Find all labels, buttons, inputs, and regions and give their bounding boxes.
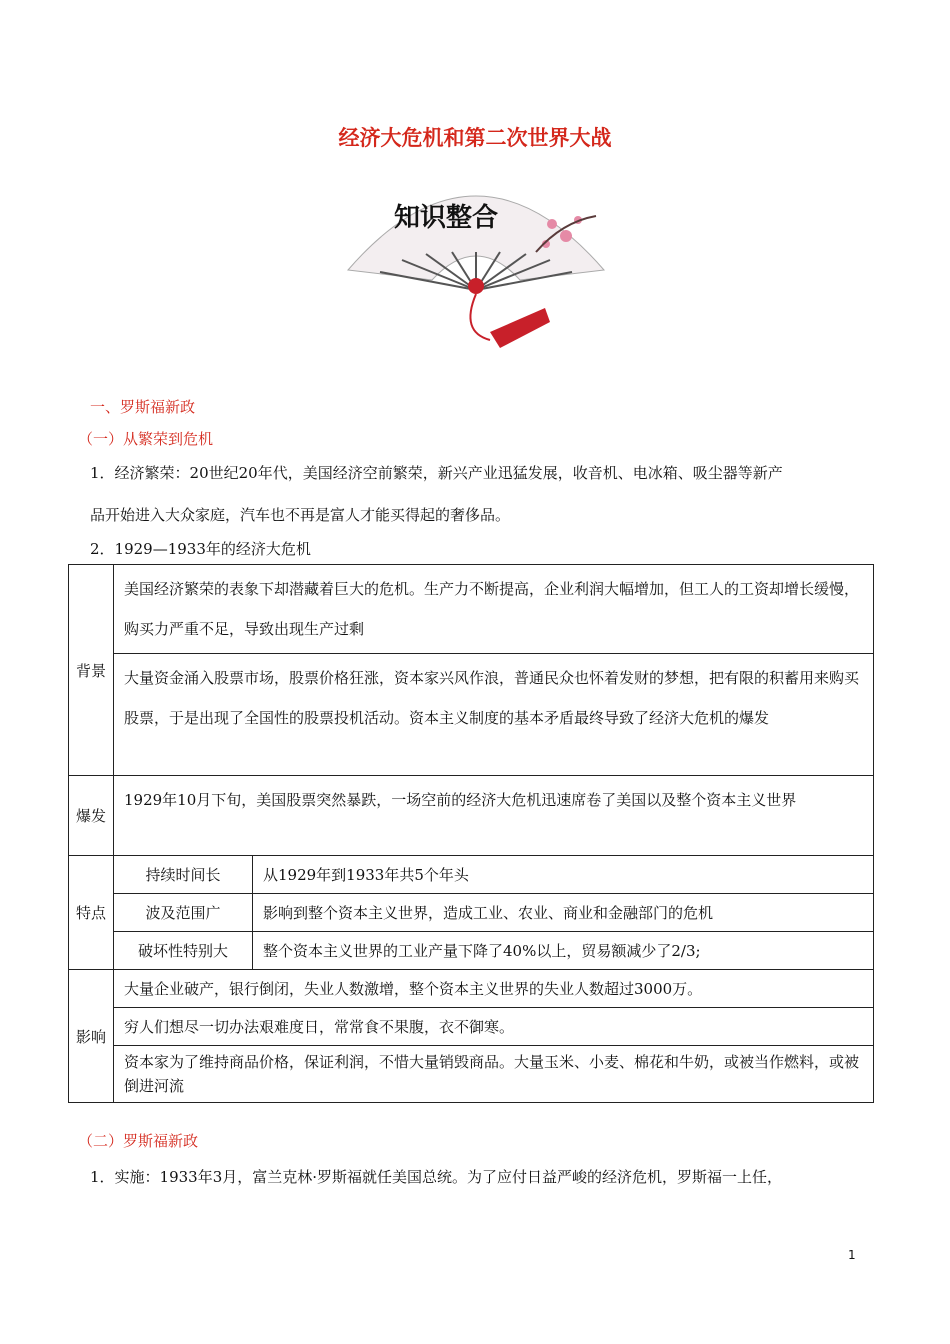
paragraph: 1．实施：1933年3月，富兰克林·罗斯福就任美国总统。为了应付日益严峻的经济危机，罗斯福一上任， <box>90 1168 783 1186</box>
cell-impact-2: 穷人们想尽一切办法艰难度日，常常食不果腹，衣不御寒。 <box>114 1008 874 1046</box>
cell-impact-3: 资本家为了维持商品价格，保证利润，不惜大量销毁商品。大量玉米、小麦、棉花和牛奶，或被当作燃料，或被倒进河流 <box>114 1046 874 1103</box>
feature-name: 持续时间长 <box>114 856 253 894</box>
cell-background-2: 大量资金涌入股票市场，股票价格狂涨，资本家兴风作浪，普通民众也怀着发财的梦想，把有限的积蓄用来购买股票，于是出现了全国性的股票投机活动。资本主义制度的基本矛盾最终导致了经济大危机的爆发 <box>114 654 874 776</box>
subsection-heading: （一）从繁荣到危机 <box>78 430 214 448</box>
feature-desc: 从1929年到1933年共5个年头 <box>253 856 874 894</box>
cell-background-1: 美国经济繁荣的表象下却潜藏着巨大的危机。生产力不断提高，企业利润大幅增加，但工人的工资却增长缓慢，购买力严重不足，导致出现生产过剩 <box>114 565 874 654</box>
page-title: 经济大危机和第二次世界大战 <box>338 126 612 150</box>
fan-label: 知识整合 <box>394 203 499 233</box>
paragraph: 2．1929—1933年的经济大危机 <box>90 540 311 558</box>
feature-desc: 整个资本主义世界的工业产量下降了40%以上，贸易额减少了2/3; <box>253 932 874 970</box>
cell-outbreak: 1929年10月下旬，美国股票突然暴跌，一场空前的经济大危机迅速席卷了美国以及整个资本主义世界 <box>114 776 874 856</box>
feature-name: 破坏性特别大 <box>114 932 253 970</box>
fan-illustration <box>340 162 612 358</box>
section-heading: 一、罗斯福新政 <box>90 398 196 416</box>
subsection-heading: （二）罗斯福新政 <box>78 1132 199 1150</box>
paragraph: 1．经济繁荣：20世纪20年代，美国经济空前繁荣，新兴产业迅猛发展，收音机、电冰箱、吸尘器等新产 品开始进入大众家庭，汽车也不再是富人才能买得起的奢侈品。 <box>90 464 783 524</box>
label-features: 特点 <box>69 856 114 970</box>
label-background: 背景 <box>69 565 114 776</box>
crisis-table <box>68 564 874 1103</box>
feature-name: 波及范围广 <box>114 894 253 932</box>
label-impact: 影响 <box>69 970 114 1103</box>
page-number: 1 <box>848 1248 856 1262</box>
cell-impact-1: 大量企业破产，银行倒闭，失业人数激增，整个资本主义世界的失业人数超过3000万。 <box>114 970 874 1008</box>
label-outbreak: 爆发 <box>69 776 114 856</box>
feature-desc: 影响到整个资本主义世界，造成工业、农业、商业和金融部门的危机 <box>253 894 874 932</box>
